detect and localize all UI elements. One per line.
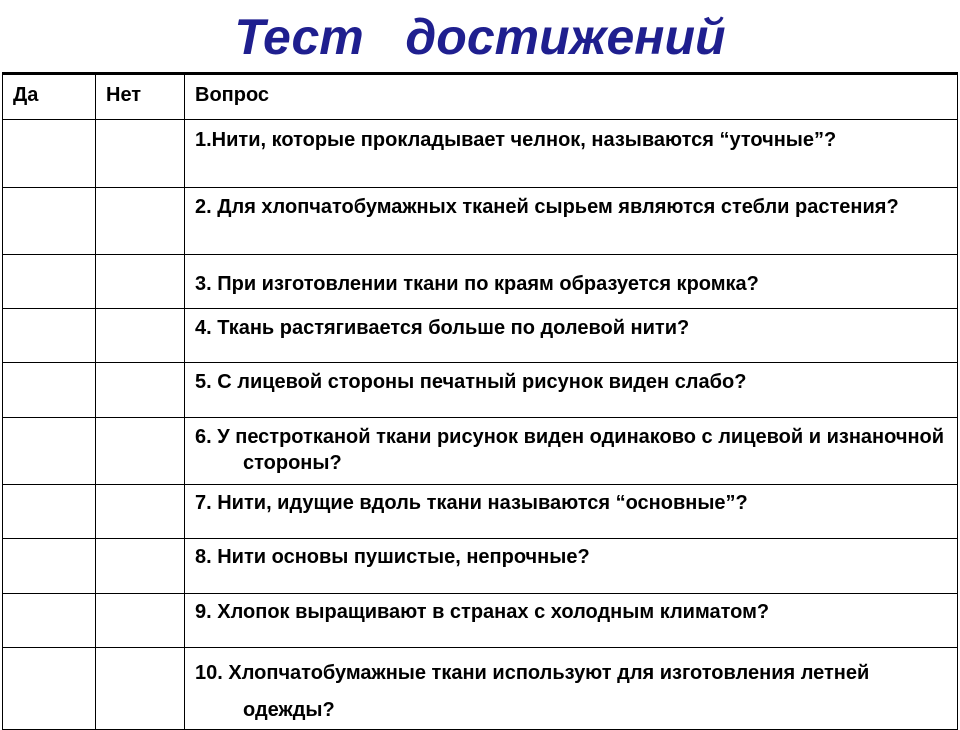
header-yes-label: Да [13, 84, 39, 106]
question-cell [185, 255, 958, 309]
header-row [3, 74, 958, 120]
question-cell [185, 594, 958, 648]
header-no [96, 74, 185, 120]
answer-yes-cell[interactable] [3, 539, 96, 594]
question-cell [185, 648, 958, 730]
table-row [3, 255, 958, 309]
answer-no-cell[interactable] [96, 485, 185, 539]
table-row [3, 309, 958, 363]
answer-yes-cell[interactable] [3, 648, 96, 730]
quiz-table [2, 72, 958, 730]
table-row [3, 120, 958, 188]
answer-no-cell[interactable] [96, 120, 185, 188]
answer-no-cell[interactable] [96, 418, 185, 485]
header-question [185, 74, 958, 120]
answer-yes-cell[interactable] [3, 418, 96, 485]
answer-yes-cell[interactable] [3, 309, 96, 363]
table-row [3, 485, 958, 539]
answer-no-cell[interactable] [96, 648, 185, 730]
question-text: 4. Ткань растягивается больше по долевой нити? [195, 317, 690, 339]
question-cell [185, 309, 958, 363]
header-question-label: Вопрос [195, 84, 270, 106]
answer-no-cell[interactable] [96, 594, 185, 648]
answer-no-cell[interactable] [96, 255, 185, 309]
answer-yes-cell[interactable] [3, 594, 96, 648]
question-cell [185, 120, 958, 188]
answer-yes-cell[interactable] [3, 363, 96, 418]
table-row [3, 539, 958, 594]
header-no-label: Нет [106, 84, 142, 106]
table-row [3, 648, 958, 730]
question-cell [185, 539, 958, 594]
question-text: 8. Нити основы пушистые, непрочные? [195, 546, 590, 568]
header-yes [3, 74, 96, 120]
table-row [3, 594, 958, 648]
answer-yes-cell[interactable] [3, 485, 96, 539]
question-cell [185, 188, 958, 255]
question-text: 3. При изготовлении ткани по краям образуется кромка? [195, 273, 759, 295]
table-row [3, 188, 958, 255]
question-cell [185, 485, 958, 539]
answer-no-cell[interactable] [96, 188, 185, 255]
answer-yes-cell[interactable] [3, 255, 96, 309]
answer-no-cell[interactable] [96, 363, 185, 418]
question-cell [185, 418, 958, 485]
question-text: 6. У пестротканой ткани рисунок виден одинаково с лицевой и изнаночной стороны? [195, 426, 945, 474]
answer-yes-cell[interactable] [3, 120, 96, 188]
table-row [3, 418, 958, 485]
answer-yes-cell[interactable] [3, 188, 96, 255]
answer-no-cell[interactable] [96, 309, 185, 363]
question-text: 7. Нити, идущие вдоль ткани называются “основные”? [195, 492, 748, 514]
question-text: 5. С лицевой стороны печатный рисунок виден слабо? [195, 371, 747, 393]
table-row [3, 363, 958, 418]
question-text: 9. Хлопок выращивают в странах с холодным климатом? [195, 601, 770, 623]
page-title: Тест достижений [234, 9, 726, 65]
answer-no-cell[interactable] [96, 539, 185, 594]
question-text: 1.Нити, которые прокладывает челнок, называются “уточные”? [195, 129, 837, 151]
question-cell [185, 363, 958, 418]
question-text: 2. Для хлопчатобумажных тканей сырьем являются стебли растения? [195, 196, 899, 218]
question-text: 10. Хлопчатобумажные ткани используют для изготовления летней одежды? [195, 662, 870, 721]
